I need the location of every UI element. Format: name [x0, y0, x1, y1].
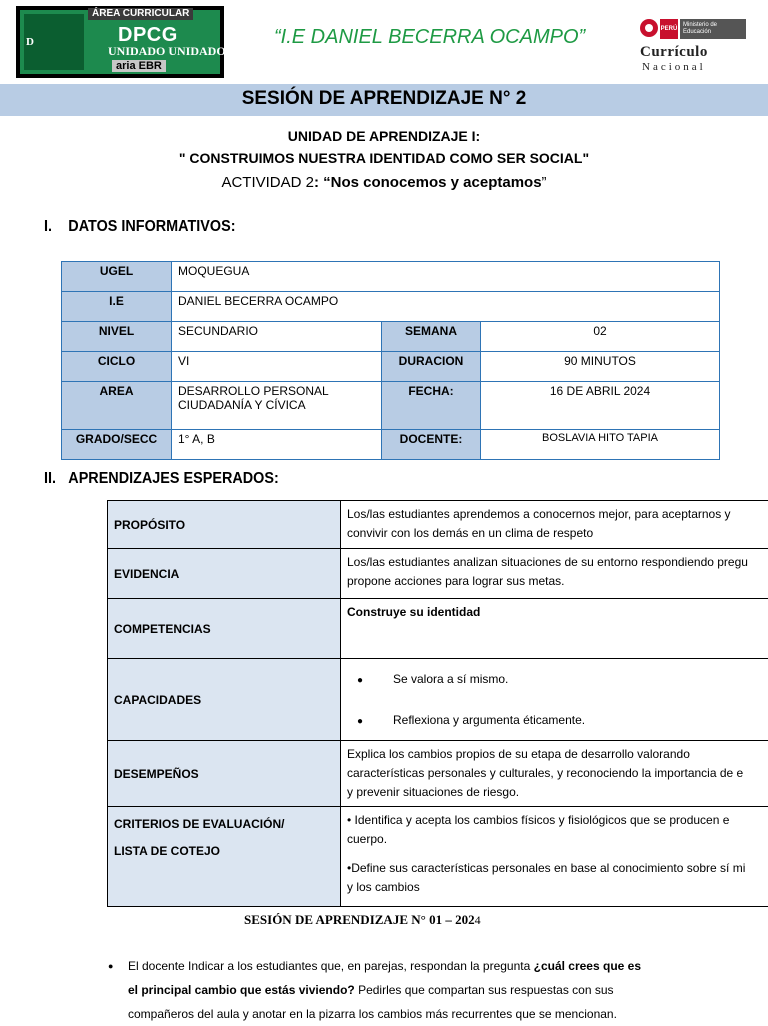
area-value: [172, 382, 382, 430]
duracion-value: 90 MINUTOS: [481, 352, 720, 382]
area-line-1: DESARROLLO PERSONAL: [178, 384, 375, 398]
duracion-label: DURACION: [382, 352, 481, 382]
section-aprendizajes-heading: [44, 470, 279, 488]
proposito-line-2: convivir con los demás en un clima de respeto: [347, 524, 768, 543]
evidencia-line-1: Los/las estudiantes analizan situaciones de su entorno respondiendo pregu: [347, 553, 768, 572]
docente-label: DOCENTE:: [382, 430, 481, 460]
criterio-line: •Define sus características personales en base al conocimiento sobre sí mi: [347, 859, 768, 878]
evidencia-line-2: propone acciones para lograr sus metas.: [347, 572, 768, 591]
paragraph-text: El docente Indicar a los estudiantes que, en parejas, respondan la pregunta: [128, 959, 534, 973]
section-number: II.: [44, 470, 68, 488]
capacidades-value: [341, 659, 768, 741]
evidencia-label: EVIDENCIA: [108, 549, 341, 599]
curriculo-nacional-logo: [638, 16, 748, 74]
table-row: [108, 549, 768, 599]
session-subtitle: [244, 912, 481, 928]
proposito-value: [341, 501, 768, 549]
competencias-label: COMPETENCIAS: [108, 599, 341, 659]
badge-dpcg: DPCG: [118, 24, 178, 47]
badge-d: D: [26, 36, 34, 48]
paragraph-question: ¿cuál crees que es: [534, 959, 641, 973]
logo-ministry: Ministerio de Educación: [680, 19, 746, 39]
fecha-value: 16 DE ABRIL 2024: [481, 382, 720, 430]
paragraph-question: el principal cambio que estás viviendo?: [128, 983, 355, 997]
logo-peru: PERÚ: [660, 19, 678, 39]
semana-label: SEMANA: [382, 322, 481, 352]
section-datos-heading: [44, 218, 236, 236]
criterio-line: • Identifica y acepta los cambios físicos y fisiológicos que se producen e: [347, 811, 768, 830]
table-row: [62, 352, 720, 382]
table-row: [108, 741, 768, 807]
table-row: [108, 807, 768, 907]
ugel-value: MOQUEGUA: [172, 262, 720, 292]
section-title: DATOS INFORMATIVOS:: [68, 218, 235, 235]
activity-line: [0, 174, 768, 191]
grado-label: GRADO/SECC: [62, 430, 172, 460]
badge-unidad: UNIDADO UNIDADO: [108, 44, 226, 59]
paragraph-line: [108, 954, 668, 978]
proposito-label: PROPÓSITO: [108, 501, 341, 549]
session-subtitle-text: SESIÓN DE APRENDIZAJE N° 01 – 202: [244, 912, 475, 927]
capacidad-item: ● Se valora a sí mismo.: [347, 670, 768, 689]
section-number: I.: [44, 218, 68, 236]
proposito-line-1: Los/las estudiantes aprendemos a conocernos mejor, para aceptarnos y: [347, 505, 768, 524]
area-line-2: CIUDADANÍA Y CÍVICA: [178, 398, 375, 412]
paragraph-line: compañeros del aula y anotar en la pizarra los cambios más recurrentes que se mencionan.: [108, 1002, 668, 1026]
table-row: [62, 292, 720, 322]
session-subtitle-tail: 4: [475, 913, 481, 927]
table-row: [62, 262, 720, 292]
table-row: [62, 430, 720, 460]
logo-nacional: Nacional: [642, 61, 706, 73]
criterios-label-line-2: LISTA DE COTEJO: [114, 838, 334, 865]
docente-value: BOSLAVIA HITO TAPIA: [481, 430, 720, 460]
capacidad-item: ● Reflexiona y argumenta éticamente.: [347, 711, 768, 730]
activity-name: : “Nos conocemos y aceptamos: [314, 174, 542, 191]
badge-area: ÁREA CURRICULAR: [88, 8, 193, 20]
nivel-label: NIVEL: [62, 322, 172, 352]
desempenos-label: DESEMPEÑOS: [108, 741, 341, 807]
ciclo-label: CICLO: [62, 352, 172, 382]
desempeno-line-1: Explica los cambios propios de su etapa de desarrollo valorando: [347, 745, 768, 764]
capacidades-label: CAPACIDADES: [108, 659, 341, 741]
paragraph-line: [108, 978, 668, 1002]
table-row: [108, 501, 768, 549]
criterios-value: [341, 807, 768, 907]
ie-value: DANIEL BECERRA OCAMPO: [172, 292, 720, 322]
paragraph-text: Pedirles que compartan sus respuestas con sus: [355, 983, 614, 997]
school-name: “I.E DANIEL BECERRA OCAMPO”: [274, 26, 585, 49]
aprendizajes-table: [107, 500, 768, 907]
desempenos-value: [341, 741, 768, 807]
area-label: AREA: [62, 382, 172, 430]
ie-label: I.E: [62, 292, 172, 322]
page-title: SESIÓN DE APRENDIZAJE N° 2: [0, 88, 768, 110]
instruction-paragraph: [108, 954, 668, 1026]
activity-prefix: ACTIVIDAD 2: [221, 174, 314, 191]
ciclo-value: VI: [172, 352, 382, 382]
desempeno-line-2: características personales y culturales, y reconociendo la importancia de e: [347, 764, 768, 783]
competencias-value: Construye su identidad: [341, 599, 768, 659]
desempeno-line-3: y prevenir situaciones de riesgo.: [347, 783, 768, 802]
peru-seal-icon: [640, 19, 658, 37]
evidencia-value: [341, 549, 768, 599]
semana-value: 02: [481, 322, 720, 352]
activity-suffix: ”: [542, 174, 547, 191]
datos-informativos-table: [61, 261, 720, 460]
title-band: [0, 84, 768, 116]
criterios-label-line-1: CRITERIOS DE EVALUACIÓN/: [114, 811, 334, 838]
table-row: [108, 659, 768, 741]
unit-heading: UNIDAD DE APRENDIZAJE I:: [0, 128, 768, 144]
criterio-line: cuerpo.: [347, 830, 768, 849]
criterio-line: y los cambios: [347, 878, 768, 897]
nivel-value: SECUNDARIO: [172, 322, 382, 352]
fecha-label: FECHA:: [382, 382, 481, 430]
unit-name: " CONSTRUIMOS NUESTRA IDENTIDAD COMO SER SOCIAL": [0, 150, 768, 166]
criterios-label: [108, 807, 341, 907]
table-row: [62, 322, 720, 352]
grado-value: 1° A, B: [172, 430, 382, 460]
logo-curriculo: Currículo: [640, 44, 708, 61]
table-row: [108, 599, 768, 659]
table-row: [62, 382, 720, 430]
badge-ebr: aria EBR: [112, 60, 166, 72]
ugel-label: UGEL: [62, 262, 172, 292]
section-title: APRENDIZAJES ESPERADOS:: [68, 470, 278, 487]
